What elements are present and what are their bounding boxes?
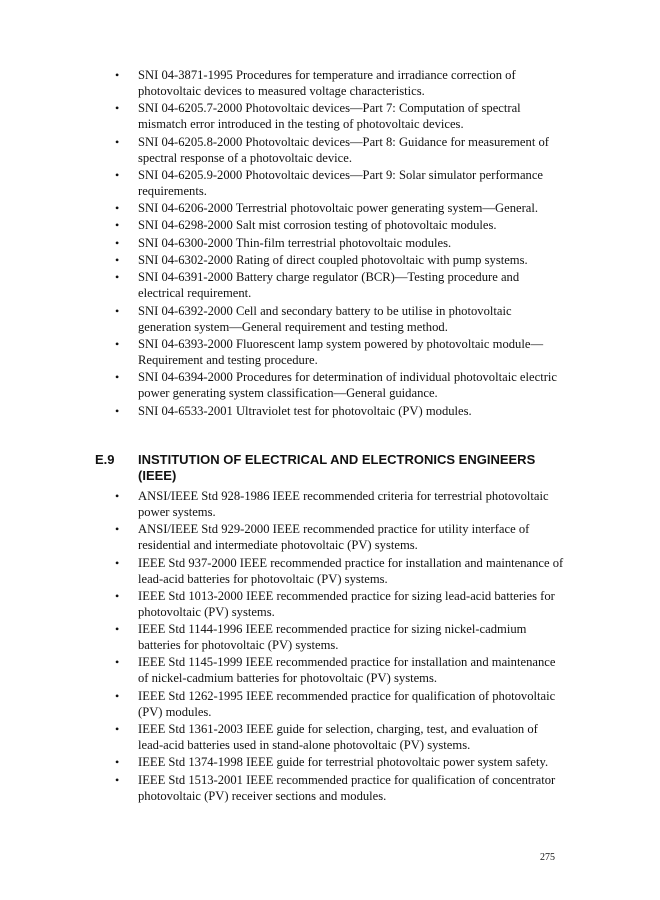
list-item-text: SNI 04-3871-1995 Procedures for temperature and irradiance correction of photovoltaic devices to measured voltage characteristics.: [138, 68, 516, 98]
list-item: [115, 336, 565, 368]
list-item: [115, 269, 565, 301]
list-item-text: IEEE Std 937-2000 IEEE recommended practice for installation and maintenance of lead-acid batteries for photovoltaic (PV) systems.: [138, 555, 564, 586]
list-item-text: SNI 04-6300-2000 Thin-film terrestrial photovoltaic modules.: [138, 235, 452, 250]
bullet-icon: •: [115, 68, 120, 82]
bullet-icon: •: [115, 167, 120, 182]
list-item-text: SNI 04-6298-2000 Salt mist corrosion testing of photovoltaic modules.: [138, 218, 497, 233]
list-item-text: SNI 04-6533-2001 Ultraviolet test for photovoltaic (PV) modules.: [138, 403, 472, 418]
list-item-text: IEEE Std 1513-2001 IEEE recommended practice for qualification of concentrator photovoltaic (PV) receiver sections and modules.: [138, 772, 556, 803]
bullet-icon: •: [115, 588, 120, 603]
section-title: INSTITUTION OF ELECTRICAL AND ELECTRONICS ENGINEERS (IEEE): [138, 452, 536, 483]
list-item: [115, 303, 565, 335]
list-item-text: IEEE Std 1361-2003 IEEE guide for selection, charging, test, and evaluation of lead-acid batteries used in stand-alone photovoltaic (PV) systems.: [138, 722, 538, 753]
list-item: [115, 67, 565, 99]
list-item: [115, 588, 565, 620]
list-item-text: SNI 04-6205.7-2000 Photovoltaic devices—Part 7: Computation of spectral mismatch error introduced in the testing of photovoltaic devices.: [138, 101, 521, 132]
bullet-icon: •: [115, 403, 120, 418]
bullet-icon: •: [115, 522, 120, 537]
list-item: [115, 521, 565, 553]
sni-standards-list: [115, 67, 565, 420]
list-item: [115, 721, 565, 753]
list-item: [115, 235, 565, 251]
list-item: [115, 100, 565, 132]
bullet-icon: •: [115, 772, 120, 787]
list-item-text: SNI 04-6393-2000 Fluorescent lamp system powered by photovoltaic module—Requirement and testing procedure.: [138, 336, 544, 367]
list-item: [115, 688, 565, 720]
list-item-text: IEEE Std 1262-1995 IEEE recommended practice for qualification of photovoltaic (PV) modules.: [138, 688, 556, 719]
list-item: [115, 369, 565, 401]
bullet-icon: •: [115, 622, 120, 637]
list-item: [115, 772, 565, 804]
list-item: [115, 403, 565, 419]
list-item-text: IEEE Std 1145-1999 IEEE recommended practice for installation and maintenance of nickel-cadmium batteries for photovoltaic (PV) systems.: [138, 655, 556, 686]
bullet-icon: •: [115, 303, 120, 318]
bullet-icon: •: [115, 270, 120, 285]
section-number: E.9: [95, 452, 115, 467]
bullet-icon: •: [115, 101, 120, 116]
list-item-text: ANSI/IEEE Std 929-2000 IEEE recommended practice for utility interface of residential and intermediate photovoltaic (PV) systems.: [138, 522, 530, 553]
list-item: [115, 754, 565, 770]
list-item: [115, 654, 565, 686]
list-item: [115, 200, 565, 216]
bullet-icon: •: [115, 370, 120, 385]
list-item: [115, 134, 565, 166]
list-item-text: SNI 04-6205.9-2000 Photovoltaic devices—Part 9: Solar simulator performance requirements.: [138, 167, 544, 198]
list-item-text: IEEE Std 1144-1996 IEEE recommended practice for sizing nickel-cadmium batteries for photovoltaic (PV) systems.: [138, 622, 527, 653]
list-item: [115, 488, 565, 520]
bullet-icon: •: [115, 722, 120, 737]
list-item-text: IEEE Std 1374-1998 IEEE guide for terrestrial photovoltaic power system safety.: [138, 755, 549, 770]
bullet-icon: •: [115, 134, 120, 149]
list-item-text: SNI 04-6394-2000 Procedures for determination of individual photovoltaic electric power generating system classification—General guidance.: [138, 370, 557, 401]
list-item: [115, 621, 565, 653]
bullet-icon: •: [115, 235, 120, 250]
list-item: [115, 555, 565, 587]
list-item-text: SNI 04-6392-2000 Cell and secondary battery to be utilise in photovoltaic generation system—General requirement and testing method.: [138, 303, 512, 334]
bullet-icon: •: [115, 655, 120, 670]
page-number: 275: [540, 852, 555, 863]
list-item-text: IEEE Std 1013-2000 IEEE recommended practice for sizing lead-acid batteries for photovoltaic (PV) systems.: [138, 588, 555, 619]
bullet-icon: •: [115, 218, 120, 233]
list-item: [115, 252, 565, 268]
bullet-icon: •: [115, 555, 120, 570]
list-item-text: SNI 04-6302-2000 Rating of direct coupled photovoltaic with pump systems.: [138, 253, 528, 268]
bullet-icon: •: [115, 688, 120, 703]
bullet-icon: •: [115, 336, 120, 351]
ieee-standards-list: [115, 488, 565, 805]
bullet-icon: •: [115, 489, 120, 503]
list-item-text: SNI 04-6205.8-2000 Photovoltaic devices—Part 8: Guidance for measurement of spectral response of a photovoltaic device.: [138, 134, 549, 165]
bullet-icon: •: [115, 201, 120, 216]
list-item-text: SNI 04-6391-2000 Battery charge regulator (BCR)—Testing procedure and electrical requirement.: [138, 270, 520, 301]
bullet-icon: •: [115, 253, 120, 268]
bullet-icon: •: [115, 755, 120, 770]
list-item: [115, 167, 565, 199]
list-item: [115, 217, 565, 233]
section-heading: [95, 452, 565, 484]
list-item-text: ANSI/IEEE Std 928-1986 IEEE recommended criteria for terrestrial photovoltaic power systems.: [138, 489, 549, 519]
list-item-text: SNI 04-6206-2000 Terrestrial photovoltaic power generating system—General.: [138, 201, 539, 216]
